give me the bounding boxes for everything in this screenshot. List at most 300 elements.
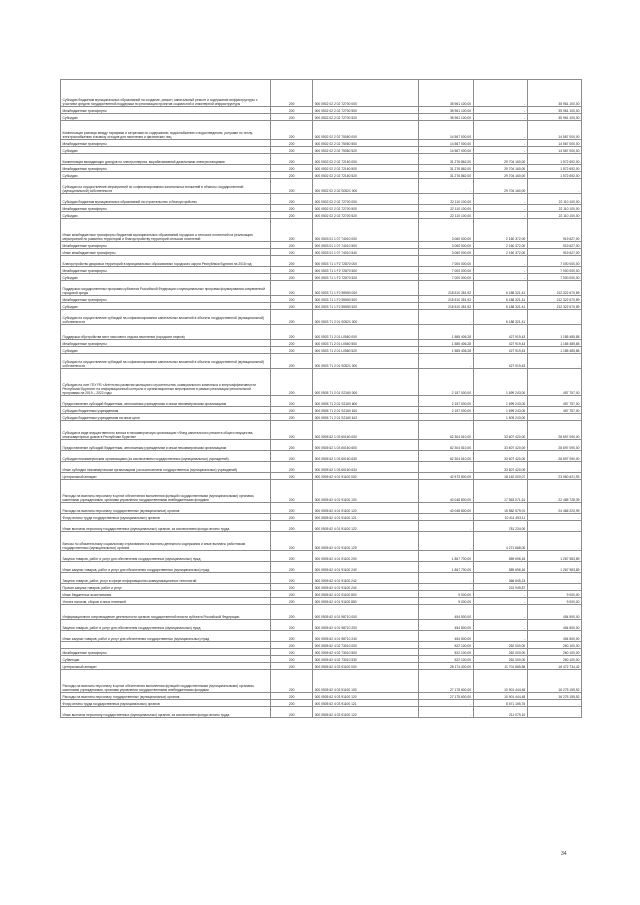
cell-executed-amount: - [473, 205, 527, 212]
cell-line-code: 200 [271, 620, 313, 631]
cell-approved-amount: 1 585 406,28 [419, 340, 473, 347]
cell-line-code: 200 [271, 451, 313, 462]
cell-description: Закупка товаров, работ и услуг для обеспечения государственных (муниципальных) нужд [61, 620, 271, 631]
cell-executed-amount: 781 234,00 [473, 521, 527, 532]
cell-line-code: 200 [271, 147, 313, 154]
cell-unexecuted-amount: 23 960 621,93 [527, 473, 581, 480]
cell-classification-code: 000 0505 62 4 03 91100 121 [313, 700, 419, 707]
cell-unexecuted-amount: 260 100,00 [527, 642, 581, 649]
cell-executed-amount: 2 160 372,00 [473, 219, 527, 242]
cell-unexecuted-amount: 16 275 155,52 [527, 670, 581, 693]
cell-description: Субсидии [61, 114, 271, 121]
cell-executed-amount: 427 919,43 [473, 340, 527, 347]
table-row [61, 267, 582, 274]
table-row [61, 440, 582, 451]
cell-line-code: 200 [271, 179, 313, 194]
cell-line-code: 200 [271, 503, 313, 514]
cell-line-code: 200 [271, 584, 313, 591]
table-row [61, 514, 582, 521]
cell-description: Субсидии некоммерческим организациям (за исключением государственных (муниципальных) учреждений) [61, 451, 271, 462]
cell-executed-amount: 427 919,43 [473, 347, 527, 354]
table-row [61, 462, 582, 473]
cell-classification-code: 000 0503 71 1 F2 72870 500 [313, 267, 419, 274]
cell-unexecuted-amount: 1 572 692,00 [527, 172, 581, 179]
cell-classification-code: 000 0505 62 1 03 60160 634 [313, 462, 419, 473]
cell-unexecuted-amount: 1 185 485,85 [527, 347, 581, 354]
cell-line-code: 200 [271, 521, 313, 532]
cell-unexecuted-amount: 22 485 728,39 [527, 480, 581, 503]
cell-approved-amount: 62 304 510,00 [419, 421, 473, 440]
table-row [61, 693, 582, 700]
cell-description: Поддержка государственных программ субъектов Российской Федерации и муниципальных программ формирования современной городской среды [61, 281, 271, 296]
budget-execution-table [60, 79, 582, 718]
cell-approved-amount: 454 500,00 [419, 631, 473, 642]
cell-classification-code: 000 0502 02 2 02 72700 520 [313, 212, 419, 219]
cell-unexecuted-amount: 454 500,00 [527, 620, 581, 631]
cell-approved-amount: 7 000 000,00 [419, 274, 473, 281]
cell-executed-amount: 1 509 243,00 [473, 414, 527, 421]
cell-description: Иные закупки товаров, работ и услуг для обеспечения государственных (муниципальных) нужд [61, 631, 271, 642]
cell-executed-amount: 427 919,43 [473, 354, 527, 369]
cell-classification-code: 000 0503 71 2 01 L0560 000 [313, 325, 419, 340]
table-row [61, 605, 582, 620]
cell-executed-amount: 222 949,87 [473, 584, 527, 591]
cell-approved-amount: 9 000,00 [419, 598, 473, 605]
cell-line-code: 200 [271, 194, 313, 205]
cell-line-code: 200 [271, 80, 313, 107]
cell-description: Субсидии бюджетам муниципальных образований на создание, ремонт, капитальный ремонт и содержание инфраструктуры с участием средств государственной поддержки по реализации проектов социальной и инженерной инфраструктуры [61, 80, 271, 107]
cell-classification-code: 000 0502 02 2 02 72160 520 [313, 172, 419, 179]
table-row [61, 121, 582, 140]
cell-unexecuted-amount: 22 110 100,00 [527, 194, 581, 205]
cell-classification-code: 000 0502 02 2 02 72700 520 [313, 114, 419, 121]
cell-approved-amount: 454 500,00 [419, 605, 473, 620]
cell-classification-code: 000 0503 71 1 F2 55550 520 [313, 303, 419, 310]
table-row [61, 219, 582, 242]
cell-executed-amount: 10 411 493,11 [473, 514, 527, 521]
cell-description: Компенсация разницы между тарифами и затратами по содержанию, водоснабжению и водоотведению, услугами по теплу, электроснабжению и вывозу отходов для населения и физических лиц [61, 121, 271, 140]
cell-unexecuted-amount: 16 472 734,42 [527, 663, 581, 670]
cell-line-code: 200 [271, 107, 313, 114]
table-row [61, 642, 582, 649]
cell-approved-amount: 31 276 862,00 [419, 154, 473, 165]
cell-line-code: 200 [271, 140, 313, 147]
cell-line-code: 200 [271, 440, 313, 451]
cell-line-code: 200 [271, 340, 313, 347]
cell-approved-amount: 1 867 700,00 [419, 562, 473, 573]
cell-description: Предоставление субсидий бюджетным, автономным учреждениям и иным некоммерческим организациям [61, 396, 271, 407]
cell-unexecuted-amount: 260 100,00 [527, 656, 581, 663]
cell-approved-amount: 3 060 000,00 [419, 219, 473, 242]
cell-line-code: 200 [271, 325, 313, 340]
cell-description: Субсидии [61, 303, 271, 310]
cell-executed-amount: - [473, 274, 527, 281]
cell-line-code: 200 [271, 114, 313, 121]
cell-line-code: 200 [271, 154, 313, 165]
cell-line-code: 200 [271, 281, 313, 296]
cell-classification-code: 000 0502 02 2 02 72700 500 [313, 205, 419, 212]
table-row [61, 562, 582, 573]
cell-classification-code: 000 0505 62 4 01 91100 121 [313, 514, 419, 521]
table-row [61, 165, 582, 172]
cell-classification-code: 000 0505 71 2 01 S2160 000 [313, 369, 419, 396]
table-row [61, 114, 582, 121]
cell-description: Иные межбюджетные трансферты бюджетам муниципальных образований городских и сельских поселений на реализацию мероприятий по развитию территорий и благоустройству территорий сельских поселений [61, 219, 271, 242]
cell-approved-amount: 40 048 800,00 [419, 503, 473, 514]
table-row [61, 154, 582, 165]
cell-line-code: 200 [271, 165, 313, 172]
cell-unexecuted-amount: - [527, 573, 581, 584]
cell-line-code: 200 [271, 514, 313, 521]
cell-approved-amount: - [419, 584, 473, 591]
cell-unexecuted-amount: 919 627,00 [527, 242, 581, 249]
cell-line-code: 200 [271, 205, 313, 212]
cell-approved-amount: 31 276 862,00 [419, 165, 473, 172]
cell-classification-code: 000 0505 71 2 01 S2160 610 [313, 407, 419, 414]
cell-description: Иные закупки товаров, работ и услуг для обеспечения государственных (муниципальных) нужд [61, 562, 271, 573]
cell-description: Межбюджетные трансферты [61, 140, 271, 147]
cell-unexecuted-amount: 1 267 983,89 [527, 551, 581, 562]
cell-unexecuted-amount: 919 627,00 [527, 249, 581, 256]
cell-line-code: 200 [271, 670, 313, 693]
cell-executed-amount: 29 704 160,00 [473, 165, 527, 172]
cell-line-code: 200 [271, 562, 313, 573]
cell-line-code: 200 [271, 480, 313, 503]
cell-executed-amount: 6 188 321,41 [473, 310, 527, 325]
cell-line-code: 200 [271, 256, 313, 267]
table-row [61, 172, 582, 179]
cell-executed-amount: - [473, 212, 527, 219]
cell-approved-amount: 2 157 000,00 [419, 407, 473, 414]
cell-description: Информационное сопровождение деятельности органов государственной власти субъекта Российской Федерации [61, 605, 271, 620]
cell-description: Межбюджетные трансферты [61, 242, 271, 249]
table-row [61, 107, 582, 114]
cell-unexecuted-amount: 22 110 100,00 [527, 205, 581, 212]
cell-classification-code: 000 0503 71 2 01 L0560 520 [313, 347, 419, 354]
cell-unexecuted-amount: - [527, 707, 581, 718]
cell-unexecuted-amount: 22 110 100,00 [527, 212, 581, 219]
cell-classification-code: 000 0502 02 2 02 72160 500 [313, 165, 419, 172]
cell-unexecuted-amount: 9 000,00 [527, 591, 581, 598]
cell-description: Субсидии бюджетным учреждениям [61, 407, 271, 414]
cell-classification-code: 000 0505 62 1 03 60160 000 [313, 421, 419, 440]
cell-approved-amount: 7 000 000,00 [419, 256, 473, 267]
cell-executed-amount: 211 079,10 [473, 707, 527, 718]
cell-approved-amount: 522 100,00 [419, 649, 473, 656]
cell-unexecuted-amount: - [527, 354, 581, 369]
cell-line-code: 200 [271, 274, 313, 281]
cell-description: Уплата налогов, сборов и иных платежей [61, 598, 271, 605]
cell-line-code: 200 [271, 310, 313, 325]
cell-line-code: 200 [271, 598, 313, 605]
cell-classification-code: 000 0505 62 4 03 91100 120 [313, 693, 419, 700]
cell-description: Субсидии на осуществление субсидий на софинансирование капитальных вложений в объекты государственной (муниципальной) собственности [61, 310, 271, 325]
cell-approved-amount: 1 867 700,00 [419, 551, 473, 562]
cell-line-code: 200 [271, 473, 313, 480]
cell-classification-code: 000 0505 62 4 01 91100 000 [313, 473, 419, 480]
cell-unexecuted-amount: 7 000 000,00 [527, 274, 581, 281]
cell-executed-amount: 4 271 668,00 [473, 532, 527, 551]
cell-classification-code: 000 0503 01 1 07 74010 540 [313, 249, 419, 256]
cell-unexecuted-amount: - [527, 179, 581, 194]
cell-classification-code: 000 0505 62 4 01 91100 100 [313, 480, 419, 503]
cell-executed-amount: - [473, 147, 527, 154]
cell-approved-amount: 2 157 000,00 [419, 396, 473, 407]
cell-description: Компенсация выпадающих доходов по электроэнергии, вырабатываемой дизельными электростанциями [61, 154, 271, 165]
cell-unexecuted-amount: 457 757,00 [527, 407, 581, 414]
cell-executed-amount: 589 696,16 [473, 551, 527, 562]
table-row [61, 573, 582, 584]
cell-executed-amount: 1 699 243,00 [473, 369, 527, 396]
table-row [61, 663, 582, 670]
page-number: 34 [561, 851, 567, 857]
cell-executed-amount: 2 160 372,00 [473, 249, 527, 256]
cell-executed-amount: 29 704 160,00 [473, 179, 527, 194]
cell-approved-amount: 218 510 351,92 [419, 281, 473, 296]
cell-description: Центральный аппарат [61, 473, 271, 480]
cell-approved-amount: 22 110 100,00 [419, 212, 473, 219]
cell-executed-amount: - [473, 620, 527, 631]
cell-description: Благоустройство дворовых территорий в муниципальных образованиях городского округа Республики Бурятия на 2018 год [61, 256, 271, 267]
cell-approved-amount: 62 304 510,00 [419, 451, 473, 462]
table-row [61, 325, 582, 340]
table-row [61, 700, 582, 707]
cell-description: Субсидии [61, 147, 271, 154]
cell-description: Взносы по обязательному социальному страхованию на выплаты денежного содержания и иные выплаты работникам государственных (муниципальных) органов [61, 532, 271, 551]
cell-executed-amount: - [473, 114, 527, 121]
cell-line-code: 200 [271, 707, 313, 718]
cell-executed-amount: 262 000,00 [473, 656, 527, 663]
budget-table-container [60, 79, 582, 718]
cell-executed-amount: - [473, 121, 527, 140]
cell-unexecuted-amount: 7 000 000,00 [527, 267, 581, 274]
cell-executed-amount: 10 901 444,48 [473, 670, 527, 693]
cell-executed-amount: 589 696,16 [473, 562, 527, 573]
cell-approved-amount: - [419, 700, 473, 707]
cell-approved-amount: 35 961 100,00 [419, 114, 473, 121]
cell-executed-amount: 262 000,00 [473, 642, 527, 649]
cell-approved-amount: - [419, 179, 473, 194]
cell-line-code: 200 [271, 462, 313, 473]
cell-approved-amount: 35 961 100,00 [419, 107, 473, 114]
cell-line-code: 200 [271, 414, 313, 421]
cell-approved-amount: 14 567 000,00 [419, 121, 473, 140]
cell-unexecuted-amount: 457 757,00 [527, 369, 581, 396]
cell-unexecuted-amount: 212 322 670,89 [527, 303, 581, 310]
cell-classification-code: 000 0502 02 2 02 72700 500 [313, 107, 419, 114]
cell-classification-code: 000 0503 01 1 07 74010 000 [313, 219, 419, 242]
cell-classification-code: 000 0502 02 2 02 75060 520 [313, 147, 419, 154]
cell-executed-amount: - [473, 267, 527, 274]
cell-line-code: 200 [271, 296, 313, 303]
cell-description: Субсидии [61, 347, 271, 354]
table-row [61, 584, 582, 591]
cell-classification-code: 000 0503 71 1 F2 55550 000 [313, 281, 419, 296]
table-row [61, 451, 582, 462]
table-row [61, 249, 582, 256]
cell-description [61, 642, 271, 649]
table-row [61, 532, 582, 551]
cell-unexecuted-amount: 35 961 100,00 [527, 80, 581, 107]
cell-description: Межбюджетные трансферты [61, 649, 271, 656]
cell-description: Фонд оплаты труда государственных (муниципальных) органов [61, 700, 271, 707]
cell-line-code: 200 [271, 303, 313, 310]
cell-classification-code: 000 0505 62 4 01 91100 244 [313, 584, 419, 591]
table-row [61, 521, 582, 532]
cell-line-code: 200 [271, 642, 313, 649]
cell-classification-code: 000 0503 01 1 07 74010 500 [313, 242, 419, 249]
cell-classification-code: 000 0505 62 4 02 73010 530 [313, 656, 419, 663]
cell-unexecuted-amount: 35 961 100,00 [527, 107, 581, 114]
cell-executed-amount: - [473, 631, 527, 642]
cell-approved-amount: 2 157 000,00 [419, 369, 473, 396]
cell-executed-amount: 33 607 420,00 [473, 421, 527, 440]
cell-classification-code: 000 0505 62 1 03 60160 600 [313, 440, 419, 451]
cell-approved-amount: 35 961 100,00 [419, 80, 473, 107]
cell-classification-code: 000 0505 62 4 01 91100 240 [313, 562, 419, 573]
cell-description: Субсидии [61, 212, 271, 219]
cell-classification-code: 000 0502 02 2 02 S0521 000 [313, 179, 419, 194]
cell-approved-amount: - [419, 310, 473, 325]
cell-description: Субсидии на осуществление мероприятий по софинансированию капитальных вложений в объекты государственной (муниципальной) собственности [61, 179, 271, 194]
cell-classification-code: 000 0503 71 2 01 L0560 500 [313, 340, 419, 347]
cell-approved-amount: 27 175 600,00 [419, 670, 473, 693]
cell-classification-code: 000 0505 71 2 01 S2160 600 [313, 396, 419, 407]
cell-executed-amount: 2 160 372,00 [473, 242, 527, 249]
cell-line-code: 200 [271, 532, 313, 551]
cell-unexecuted-amount: 7 000 000,00 [527, 256, 581, 267]
cell-description: Субсидии в виде имущественного взноса в некоммерческую организацию «Фонд капитального ремонта общего имущества многоквартирных домов в Республике Бурятия» [61, 421, 271, 440]
cell-approved-amount: 522 100,00 [419, 656, 473, 663]
table-row [61, 670, 582, 693]
cell-classification-code: 000 0505 71 2 01 S2160 612 [313, 414, 419, 421]
cell-unexecuted-amount: 14 567 000,00 [527, 121, 581, 140]
table-row [61, 503, 582, 514]
cell-executed-amount: 18 162 000,07 [473, 473, 527, 480]
cell-classification-code: 000 0505 62 4 01 91100 242 [313, 573, 419, 584]
cell-description: Центральный аппарат [61, 663, 271, 670]
cell-line-code: 200 [271, 663, 313, 670]
cell-unexecuted-amount: 454 500,00 [527, 605, 581, 620]
table-row [61, 179, 582, 194]
cell-line-code: 200 [271, 693, 313, 700]
cell-executed-amount: 6 188 321,41 [473, 296, 527, 303]
cell-description: Расходы на выплаты персоналу государственных (муниципальных) органов [61, 693, 271, 700]
cell-executed-amount: 17 563 071,61 [473, 480, 527, 503]
cell-unexecuted-amount: 28 697 090,00 [527, 451, 581, 462]
cell-unexecuted-amount: - [527, 532, 581, 551]
cell-unexecuted-amount: 454 500,00 [527, 631, 581, 642]
cell-unexecuted-amount: 457 757,00 [527, 396, 581, 407]
table-row [61, 296, 582, 303]
cell-classification-code: 000 0505 62 4 01 98710 200 [313, 620, 419, 631]
cell-executed-amount: 8 571 165,76 [473, 700, 527, 707]
cell-line-code: 200 [271, 121, 313, 140]
cell-line-code: 200 [271, 421, 313, 440]
cell-approved-amount: 1 585 406,28 [419, 347, 473, 354]
cell-description: Прочая закупка товаров, работ и услуг [61, 584, 271, 591]
cell-classification-code: 000 0505 62 4 03 91100 100 [313, 670, 419, 693]
cell-approved-amount: 28 174 400,00 [419, 663, 473, 670]
cell-approved-amount: 3 060 000,00 [419, 249, 473, 256]
cell-line-code: 200 [271, 631, 313, 642]
cell-executed-amount: 10 901 444,48 [473, 693, 527, 700]
cell-approved-amount: - [419, 514, 473, 521]
cell-executed-amount: 6 188 321,41 [473, 303, 527, 310]
cell-approved-amount: 522 100,00 [419, 642, 473, 649]
cell-line-code: 200 [271, 347, 313, 354]
cell-approved-amount: - [419, 707, 473, 718]
cell-description: Межбюджетные трансферты [61, 296, 271, 303]
cell-approved-amount: 218 510 351,92 [419, 303, 473, 310]
cell-line-code: 200 [271, 267, 313, 274]
cell-line-code: 200 [271, 242, 313, 249]
cell-unexecuted-amount: 1 572 692,00 [527, 154, 581, 165]
cell-executed-amount: - [473, 256, 527, 267]
cell-executed-amount: 1 699 243,00 [473, 396, 527, 407]
cell-line-code: 200 [271, 212, 313, 219]
cell-description: Межбюджетные трансферты [61, 340, 271, 347]
table-row [61, 140, 582, 147]
table-row [61, 480, 582, 503]
cell-classification-code: 000 0505 62 4 01 91100 120 [313, 503, 419, 514]
cell-classification-code: 000 0505 62 4 03 91100 122 [313, 707, 419, 718]
cell-unexecuted-amount: 24 466 220,99 [527, 503, 581, 514]
cell-line-code: 200 [271, 407, 313, 414]
cell-line-code: 200 [271, 396, 313, 407]
cell-approved-amount: - [419, 354, 473, 369]
cell-line-code: 200 [271, 591, 313, 598]
cell-line-code: 200 [271, 249, 313, 256]
cell-classification-code: 000 0502 02 2 02 75060 000 [313, 121, 419, 140]
cell-classification-code: 000 0505 62 4 01 91100 800 [313, 591, 419, 598]
table-row [61, 649, 582, 656]
cell-approved-amount: 27 175 600,00 [419, 693, 473, 700]
cell-executed-amount: - [473, 194, 527, 205]
cell-description: Закупка товаров, работ, услуг в сфере информационно-коммуникационных технологий [61, 573, 271, 584]
cell-approved-amount: - [419, 573, 473, 584]
table-row [61, 303, 582, 310]
cell-executed-amount: 33 607 420,00 [473, 462, 527, 473]
cell-approved-amount: 31 276 862,00 [419, 172, 473, 179]
cell-approved-amount: - [419, 521, 473, 532]
table-row [61, 407, 582, 414]
cell-classification-code: 000 0503 71 2 01 S0521 000 [313, 310, 419, 325]
cell-unexecuted-amount: 16 275 155,52 [527, 693, 581, 700]
cell-classification-code: 000 0505 62 4 01 98710 000 [313, 605, 419, 620]
cell-approved-amount: 62 304 510,00 [419, 440, 473, 451]
cell-unexecuted-amount: 919 627,00 [527, 219, 581, 242]
table-row [61, 414, 582, 421]
cell-description: Иные субсидии некоммерческим организациям (за исключением государственных (муниципальных) учреждений) [61, 462, 271, 473]
cell-description: Закупка товаров, работ и услуг для обеспечения государственных (муниципальных) нужд [61, 551, 271, 562]
cell-approved-amount: 42 573 800,00 [419, 473, 473, 480]
cell-unexecuted-amount: 28 697 090,00 [527, 421, 581, 440]
cell-classification-code: 000 0505 62 4 03 91100 000 [313, 663, 419, 670]
cell-executed-amount: 366 845,23 [473, 573, 527, 584]
cell-executed-amount: 15 582 579,01 [473, 503, 527, 514]
cell-approved-amount: 14 567 000,00 [419, 140, 473, 147]
cell-description: Субвенции [61, 656, 271, 663]
cell-executed-amount: 33 607 420,00 [473, 440, 527, 451]
cell-classification-code: 000 0502 02 2 02 75060 500 [313, 140, 419, 147]
cell-classification-code: 000 0502 02 2 02 72700 000 [313, 80, 419, 107]
table-row [61, 551, 582, 562]
table-row [61, 274, 582, 281]
cell-unexecuted-amount: - [527, 414, 581, 421]
cell-approved-amount: 454 500,00 [419, 620, 473, 631]
cell-approved-amount: 14 567 000,00 [419, 147, 473, 154]
